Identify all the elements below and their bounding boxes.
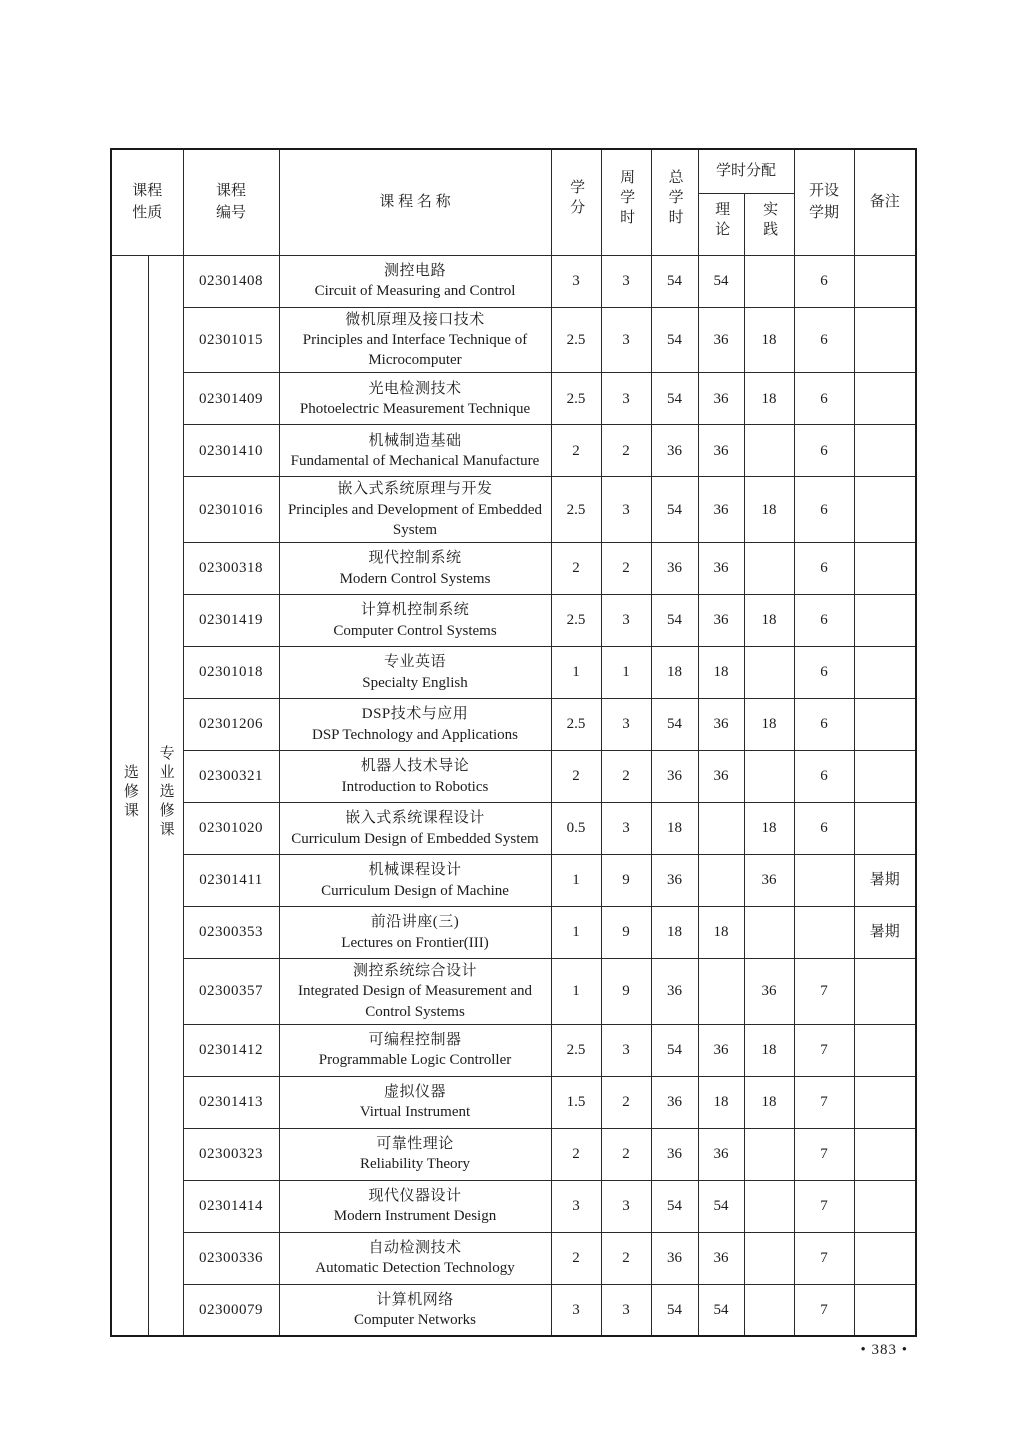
course-code-cell: 02300079 xyxy=(183,1284,279,1336)
header-hour-allocation: 学时分配 xyxy=(698,149,794,193)
theory-hours-cell xyxy=(698,855,744,907)
table-row xyxy=(111,595,916,647)
remark-cell xyxy=(854,751,916,803)
header-credits: 学分 xyxy=(551,149,601,255)
theory-hours-cell: 36 xyxy=(698,751,744,803)
table-row xyxy=(111,855,916,907)
remark-cell xyxy=(854,477,916,543)
course-code-cell: 02301206 xyxy=(183,699,279,751)
course-name-cell xyxy=(279,543,551,595)
total-hours-cell: 18 xyxy=(651,907,698,959)
practice-hours-cell xyxy=(744,1128,794,1180)
practice-hours-cell xyxy=(744,1180,794,1232)
semester-cell: 7 xyxy=(794,1284,854,1336)
semester-cell: 7 xyxy=(794,1076,854,1128)
semester-cell: 6 xyxy=(794,543,854,595)
course-name-cn: 现代仪器设计 xyxy=(368,1188,462,1204)
course-name-cell xyxy=(279,255,551,307)
credits-cell: 2 xyxy=(551,1128,601,1180)
practice-hours-cell xyxy=(744,751,794,803)
credits-cell: 2.5 xyxy=(551,595,601,647)
remark-cell xyxy=(854,595,916,647)
course-name-cell xyxy=(279,373,551,425)
practice-hours-cell xyxy=(744,1284,794,1336)
credits-cell: 1.5 xyxy=(551,1076,601,1128)
theory-hours-cell: 54 xyxy=(698,1180,744,1232)
table-row xyxy=(111,1180,916,1232)
total-hours-cell: 54 xyxy=(651,255,698,307)
course-name-en: Automatic Detection Technology xyxy=(315,1260,515,1277)
weekly-hours-cell: 9 xyxy=(601,959,651,1025)
credits-cell: 2.5 xyxy=(551,699,601,751)
category-label-professional-elective: 专业选修课 xyxy=(148,255,183,1336)
course-code-cell: 02300318 xyxy=(183,543,279,595)
theory-hours-cell: 36 xyxy=(698,543,744,595)
practice-hours-cell xyxy=(744,907,794,959)
theory-hours-cell: 36 xyxy=(698,477,744,543)
credits-cell: 1 xyxy=(551,959,601,1025)
total-hours-cell: 54 xyxy=(651,1180,698,1232)
course-name-cell xyxy=(279,699,551,751)
credits-cell: 2 xyxy=(551,425,601,477)
total-hours-cell: 54 xyxy=(651,307,698,373)
weekly-hours-cell: 2 xyxy=(601,1232,651,1284)
practice-hours-cell xyxy=(744,1232,794,1284)
theory-hours-cell: 18 xyxy=(698,1076,744,1128)
theory-hours-cell: 36 xyxy=(698,1232,744,1284)
course-name-cell xyxy=(279,855,551,907)
header-course-nature: 课程性质 xyxy=(111,149,183,255)
table-row xyxy=(111,1024,916,1076)
semester-cell: 7 xyxy=(794,1180,854,1232)
practice-hours-cell: 18 xyxy=(744,1076,794,1128)
remark-cell xyxy=(854,425,916,477)
course-name-en: DSP Technology and Applications xyxy=(311,726,519,743)
category-label-elective: 选修课 xyxy=(111,255,148,1336)
course-code-cell: 02300323 xyxy=(183,1128,279,1180)
total-hours-cell: 54 xyxy=(651,595,698,647)
practice-hours-cell: 18 xyxy=(744,373,794,425)
semester-cell: 6 xyxy=(794,751,854,803)
course-name-en: Computer Control Systems xyxy=(333,622,497,639)
total-hours-cell: 54 xyxy=(651,699,698,751)
remark-cell xyxy=(854,255,916,307)
course-name-cell xyxy=(279,425,551,477)
weekly-hours-cell: 3 xyxy=(601,595,651,647)
course-name-cell xyxy=(279,477,551,543)
theory-hours-cell: 36 xyxy=(698,373,744,425)
course-code-cell: 02301412 xyxy=(183,1024,279,1076)
table-row xyxy=(111,373,916,425)
remark-cell: 暑期 xyxy=(854,907,916,959)
course-code-cell: 02300357 xyxy=(183,959,279,1025)
course-name-cell xyxy=(279,647,551,699)
credits-cell: 1 xyxy=(551,647,601,699)
header-practice: 实践 xyxy=(744,193,794,255)
course-name-cn: 可编程控制器 xyxy=(368,1032,462,1048)
table-row xyxy=(111,1128,916,1180)
theory-hours-cell: 54 xyxy=(698,255,744,307)
course-name-en: Curriculum Design of Machine xyxy=(321,882,509,899)
total-hours-cell: 36 xyxy=(651,543,698,595)
theory-hours-cell xyxy=(698,803,744,855)
credits-cell: 2.5 xyxy=(551,307,601,373)
course-name-en: Programmable Logic Controller xyxy=(318,1052,512,1069)
theory-hours-cell: 36 xyxy=(698,1024,744,1076)
theory-hours-cell: 36 xyxy=(698,307,744,373)
table-body xyxy=(111,255,916,1336)
semester-cell: 6 xyxy=(794,477,854,543)
course-name-en: Fundamental of Mechanical Manufacture xyxy=(290,452,540,469)
remark-cell: 暑期 xyxy=(854,855,916,907)
course-name-cn: 嵌入式系统课程设计 xyxy=(345,810,485,827)
remark-cell xyxy=(854,1284,916,1336)
course-name-cell xyxy=(279,1024,551,1076)
remark-cell xyxy=(854,959,916,1025)
course-name-en: Reliability Theory xyxy=(359,1156,471,1173)
total-hours-cell: 36 xyxy=(651,959,698,1025)
course-name-cn: 光电检测技术 xyxy=(368,380,462,397)
course-code-cell: 02301414 xyxy=(183,1180,279,1232)
weekly-hours-cell: 9 xyxy=(601,907,651,959)
table-row xyxy=(111,959,916,1025)
course-name-en: Photoelectric Measurement Technique xyxy=(299,400,531,417)
remark-cell xyxy=(854,307,916,373)
course-code-cell: 02300321 xyxy=(183,751,279,803)
weekly-hours-cell: 3 xyxy=(601,477,651,543)
header-weekly-hours: 周学时 xyxy=(601,149,651,255)
remark-cell xyxy=(854,699,916,751)
course-code-cell: 02300353 xyxy=(183,907,279,959)
table-row xyxy=(111,1284,916,1336)
semester-cell: 6 xyxy=(794,425,854,477)
semester-cell: 7 xyxy=(794,959,854,1025)
theory-hours-cell: 54 xyxy=(698,1284,744,1336)
table-row xyxy=(111,255,916,307)
table-row xyxy=(111,307,916,373)
course-name-cn: 机器人技术导论 xyxy=(360,758,470,775)
course-code-cell: 02301015 xyxy=(183,307,279,373)
course-name-cn: 计算机网络 xyxy=(376,1291,454,1308)
total-hours-cell: 54 xyxy=(651,477,698,543)
course-name-en: Computer Networks xyxy=(353,1312,477,1328)
weekly-hours-cell: 3 xyxy=(601,1284,651,1336)
weekly-hours-cell: 3 xyxy=(601,803,651,855)
course-name-cn: DSP技术与应用 xyxy=(361,706,469,723)
remark-cell xyxy=(854,1232,916,1284)
course-name-en: Virtual Instrument xyxy=(359,1104,471,1121)
table-row xyxy=(111,425,916,477)
weekly-hours-cell: 3 xyxy=(601,699,651,751)
page-number: • 383 • xyxy=(860,1342,908,1358)
total-hours-cell: 36 xyxy=(651,1076,698,1128)
practice-hours-cell: 18 xyxy=(744,699,794,751)
weekly-hours-cell: 2 xyxy=(601,1076,651,1128)
semester-cell: 7 xyxy=(794,1232,854,1284)
remark-cell xyxy=(854,647,916,699)
course-name-cell xyxy=(279,307,551,373)
course-name-en: Introduction to Robotics xyxy=(341,778,489,795)
remark-cell xyxy=(854,803,916,855)
credits-cell: 2.5 xyxy=(551,373,601,425)
theory-hours-cell: 36 xyxy=(698,699,744,751)
weekly-hours-cell: 1 xyxy=(601,647,651,699)
practice-hours-cell: 18 xyxy=(744,1024,794,1076)
practice-hours-cell: 36 xyxy=(744,855,794,907)
weekly-hours-cell: 2 xyxy=(601,425,651,477)
table-row xyxy=(111,647,916,699)
table-row xyxy=(111,1232,916,1284)
course-name-cell xyxy=(279,751,551,803)
course-name-cn: 专业英语 xyxy=(383,654,446,671)
header-total-hours: 总学时 xyxy=(651,149,698,255)
header-remarks: 备注 xyxy=(854,149,916,255)
course-name-cell xyxy=(279,1232,551,1284)
course-code-cell: 02301016 xyxy=(183,477,279,543)
course-code-cell: 02301413 xyxy=(183,1076,279,1128)
theory-hours-cell: 18 xyxy=(698,647,744,699)
header-semester: 开设学期 xyxy=(794,149,854,255)
course-code-cell: 02301409 xyxy=(183,373,279,425)
total-hours-cell: 54 xyxy=(651,1024,698,1076)
weekly-hours-cell: 3 xyxy=(601,373,651,425)
practice-hours-cell xyxy=(744,255,794,307)
semester-cell: 6 xyxy=(794,307,854,373)
practice-hours-cell: 18 xyxy=(744,307,794,373)
course-name-cn: 可靠性理论 xyxy=(376,1136,454,1152)
total-hours-cell: 36 xyxy=(651,1232,698,1284)
course-name-en: Lectures on Frontier(III) xyxy=(341,934,489,951)
course-name-cn: 虚拟仪器 xyxy=(383,1084,446,1100)
course-name-cell xyxy=(279,803,551,855)
practice-hours-cell: 18 xyxy=(744,803,794,855)
credits-cell: 2 xyxy=(551,751,601,803)
table-row xyxy=(111,803,916,855)
header-course-code: 课程编号 xyxy=(183,149,279,255)
course-name-en: Curriculum Design of Embedded System xyxy=(291,830,539,847)
total-hours-cell: 36 xyxy=(651,855,698,907)
header-theory: 理论 xyxy=(698,193,744,255)
course-code-cell: 02301018 xyxy=(183,647,279,699)
course-code-cell: 02301411 xyxy=(183,855,279,907)
credits-cell: 1 xyxy=(551,907,601,959)
semester-cell xyxy=(794,855,854,907)
semester-cell xyxy=(794,907,854,959)
course-code-cell: 02301408 xyxy=(183,255,279,307)
course-name-cn: 微机原理及接口技术 xyxy=(345,311,485,328)
weekly-hours-cell: 3 xyxy=(601,255,651,307)
table-row xyxy=(111,699,916,751)
credits-cell: 2.5 xyxy=(551,477,601,543)
practice-hours-cell: 18 xyxy=(744,595,794,647)
remark-cell xyxy=(854,543,916,595)
course-code-cell: 02301020 xyxy=(183,803,279,855)
course-name-cn: 测控电路 xyxy=(383,262,446,279)
course-name-cell xyxy=(279,1128,551,1180)
theory-hours-cell: 36 xyxy=(698,425,744,477)
course-code-cell: 02301410 xyxy=(183,425,279,477)
practice-hours-cell: 36 xyxy=(744,959,794,1025)
course-name-cn: 测控系统综合设计 xyxy=(352,963,477,979)
total-hours-cell: 36 xyxy=(651,751,698,803)
course-name-cell xyxy=(279,959,551,1025)
semester-cell: 6 xyxy=(794,647,854,699)
practice-hours-cell: 18 xyxy=(744,477,794,543)
course-name-en: Modern Control Systems xyxy=(339,570,491,587)
practice-hours-cell xyxy=(744,543,794,595)
total-hours-cell: 36 xyxy=(651,1128,698,1180)
table-row xyxy=(111,543,916,595)
course-name-en: Modern Instrument Design xyxy=(333,1208,497,1225)
course-name-cn: 机械制造基础 xyxy=(368,432,462,449)
credits-cell: 2 xyxy=(551,543,601,595)
practice-hours-cell xyxy=(744,425,794,477)
theory-hours-cell: 36 xyxy=(698,1128,744,1180)
curriculum-table xyxy=(110,148,917,1337)
credits-cell: 3 xyxy=(551,1284,601,1336)
credits-cell: 2.5 xyxy=(551,1024,601,1076)
table-row xyxy=(111,477,916,543)
total-hours-cell: 54 xyxy=(651,1284,698,1336)
weekly-hours-cell: 3 xyxy=(601,307,651,373)
total-hours-cell: 54 xyxy=(651,373,698,425)
course-name-cn: 前沿讲座(三) xyxy=(370,914,460,931)
course-name-cell xyxy=(279,907,551,959)
course-name-cn: 自动检测技术 xyxy=(368,1240,462,1256)
total-hours-cell: 18 xyxy=(651,803,698,855)
course-name-cn: 机械课程设计 xyxy=(368,862,462,879)
credits-cell: 3 xyxy=(551,1180,601,1232)
credits-cell: 3 xyxy=(551,255,601,307)
semester-cell: 7 xyxy=(794,1024,854,1076)
credits-cell: 0.5 xyxy=(551,803,601,855)
remark-cell xyxy=(854,1180,916,1232)
remark-cell xyxy=(854,1024,916,1076)
table-row xyxy=(111,751,916,803)
semester-cell: 6 xyxy=(794,595,854,647)
semester-cell: 7 xyxy=(794,1128,854,1180)
remark-cell xyxy=(854,1076,916,1128)
weekly-hours-cell: 2 xyxy=(601,751,651,803)
course-name-en: Integrated Design of Measurement and Control Systems xyxy=(297,983,533,1020)
semester-cell: 6 xyxy=(794,803,854,855)
course-name-cn: 嵌入式系统原理与开发 xyxy=(337,481,493,498)
weekly-hours-cell: 9 xyxy=(601,855,651,907)
semester-cell: 6 xyxy=(794,255,854,307)
course-name-cell xyxy=(279,1180,551,1232)
course-name-cell xyxy=(279,1076,551,1128)
course-name-en: Specialty English xyxy=(362,674,468,691)
credits-cell: 2 xyxy=(551,1232,601,1284)
course-name-cn: 现代控制系统 xyxy=(368,550,462,567)
remark-cell xyxy=(854,373,916,425)
course-name-cn: 计算机控制系统 xyxy=(360,602,470,619)
theory-hours-cell xyxy=(698,959,744,1025)
remark-cell xyxy=(854,1128,916,1180)
course-name-en: Principles and Development of Embedded System xyxy=(287,501,543,538)
total-hours-cell: 18 xyxy=(651,647,698,699)
total-hours-cell: 36 xyxy=(651,425,698,477)
course-code-cell: 02300336 xyxy=(183,1232,279,1284)
table-header xyxy=(111,149,916,255)
theory-hours-cell: 36 xyxy=(698,595,744,647)
course-name-cell xyxy=(279,1284,551,1336)
table-row xyxy=(111,1076,916,1128)
semester-cell: 6 xyxy=(794,373,854,425)
course-name-en: Circuit of Measuring and Control xyxy=(314,283,516,299)
table-row xyxy=(111,907,916,959)
weekly-hours-cell: 3 xyxy=(601,1180,651,1232)
credits-cell: 1 xyxy=(551,855,601,907)
header-course-name: 课 程 名 称 xyxy=(279,149,551,255)
weekly-hours-cell: 2 xyxy=(601,543,651,595)
course-name-en: Principles and Interface Technique of Microcomputer xyxy=(302,331,528,368)
theory-hours-cell: 18 xyxy=(698,907,744,959)
practice-hours-cell xyxy=(744,647,794,699)
course-name-cell xyxy=(279,595,551,647)
weekly-hours-cell: 3 xyxy=(601,1024,651,1076)
course-code-cell: 02301419 xyxy=(183,595,279,647)
weekly-hours-cell: 2 xyxy=(601,1128,651,1180)
semester-cell: 6 xyxy=(794,699,854,751)
